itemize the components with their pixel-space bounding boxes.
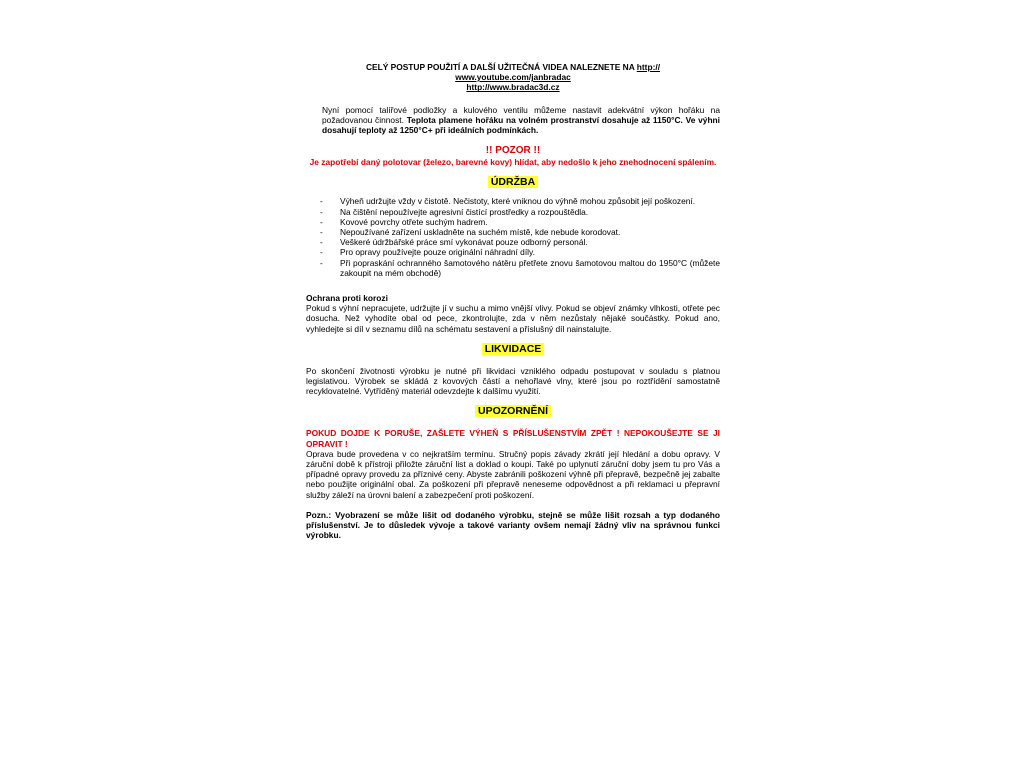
warning-text: Je zapotřebí daný polotovar (železo, barevné kovy) hlídat, aby nedošlo k jeho znehodnocení spálením. bbox=[309, 157, 717, 168]
intro-bold-text: Teplota plamene hořáku na volném prostranství dosahuje až 1150°C. Ve výhni dosahují teploty až 1250°C+ při ideálních podmínkách. bbox=[322, 114, 721, 136]
list-item: - Veškeré údržbářské práce smí vykonávat pouze odborný personál. bbox=[306, 237, 720, 247]
maintenance-heading bbox=[306, 176, 720, 189]
website-link[interactable]: http://www.bradac3d.cz bbox=[466, 82, 560, 93]
list-item: - Nepoužívané zařízení uskladněte na suchém místě, kde nebude korodovat. bbox=[306, 227, 720, 237]
document-page bbox=[306, 62, 720, 541]
list-item: - Při popraskání ochranného šamotového nátěru přetřete znovu šamotovou maltou do 1950°C (můžete zakoupit na mém obchodě) bbox=[306, 258, 720, 278]
list-item: - Výheň udržujte vždy v čistotě. Nečistoty, které vniknou do výhně mohou způsobit její poškození. bbox=[306, 196, 720, 206]
notice-text: Oprava bude provedena v co nejkratším termínu. Stručný popis závady zkrátí její hledání a dobu opravy. V záruční době k přístroji přiložte záruční list a doklad o koupi. Také po uplynutí záruční doby jsem tu pro Vás a případné opravy provedu za příznivé ceny. Abyste zabránili poškození výhně při přepravě, bezpečně jej zabalte nebo použijte originální obal. Za poškození při přepravě neneseme odpovědnost a při reklamaci u přepravní služby záleží na úrovni balení a zabezpečení proti poškození. bbox=[306, 448, 720, 500]
disposal-heading-text: LIKVIDACE bbox=[482, 343, 545, 355]
youtube-link-part2[interactable]: www.youtube.com/janbradac bbox=[455, 72, 571, 83]
intro-text: Nyní pomocí talířové podložky a kulového ventilu můžeme nastavit adekvátní výkon hořáku na požadovanou činnost. bbox=[322, 104, 720, 125]
list-item: - Kovové povrchy otřete suchým hadrem. bbox=[306, 217, 720, 227]
notice-heading bbox=[306, 405, 720, 418]
youtube-link-part1[interactable]: http:// bbox=[636, 62, 661, 72]
header bbox=[306, 62, 720, 93]
list-item: - Na čištění nepoužívejte agresivní čistící prostředky a rozpouštědla. bbox=[306, 207, 720, 217]
notice-red-warning: POKUD DOJDE K PORUŠE, ZAŠLETE VÝHEŇ S PŘÍSLUŠENSTVÍM ZPĚT ! NEPOKOUŠEJTE SE JI OPRAVIT ! bbox=[306, 428, 720, 449]
warning-title: !! POZOR !! bbox=[485, 145, 541, 157]
warning-block bbox=[306, 145, 720, 167]
note-text: Pozn.: Vyobrazení se může lišit od dodaného výrobku, stejně se může lišit rozsah a typ dodaného příslušenství. Je to důsledek vývoje a takové varianty ovšem nemají žádný vliv na správnou funkci výrobku. bbox=[306, 509, 720, 541]
list-item: - Pro opravy používejte pouze originální náhradní díly. bbox=[306, 247, 720, 257]
maintenance-list bbox=[306, 196, 720, 278]
header-text: CELÝ POSTUP POUŽITÍ A DALŠÍ UŽITEČNÁ VIDEA NALEZNETE NA bbox=[365, 62, 637, 72]
corrosion-text: Pokud s výhní nepracujete, udržujte jí v suchu a mimo vnější vlivy. Pokud se objeví známky vlhkosti, otřete pec dosucha. Než vyhodíte obal od pece, zkontrolujte, zda v něm nezůstaly nějaké součástky. Pokud ano, vyhledejte si díl v seznamu dílů na schématu sestavení a příslušný díl nainstalujte. bbox=[306, 303, 720, 334]
corrosion-title: Ochrana proti korozi bbox=[306, 293, 388, 304]
disposal-text: Po skončení životnosti výrobku je nutné při likvidaci vzniklého odpadu postupovat v souladu s platnou legislativou. Výrobek se skládá z kovových částí a nehořlavé vlny, které jsou po roztřídění samostatně recyklovatelné. Vytříděný materiál odevzdejte k dalšímu využití. bbox=[306, 365, 720, 397]
disposal-heading bbox=[306, 343, 720, 356]
notice-heading-text: UPOZORNĚNÍ bbox=[475, 405, 551, 417]
intro-paragraph bbox=[306, 105, 720, 136]
maintenance-heading-text: ÚDRŽBA bbox=[488, 176, 538, 188]
